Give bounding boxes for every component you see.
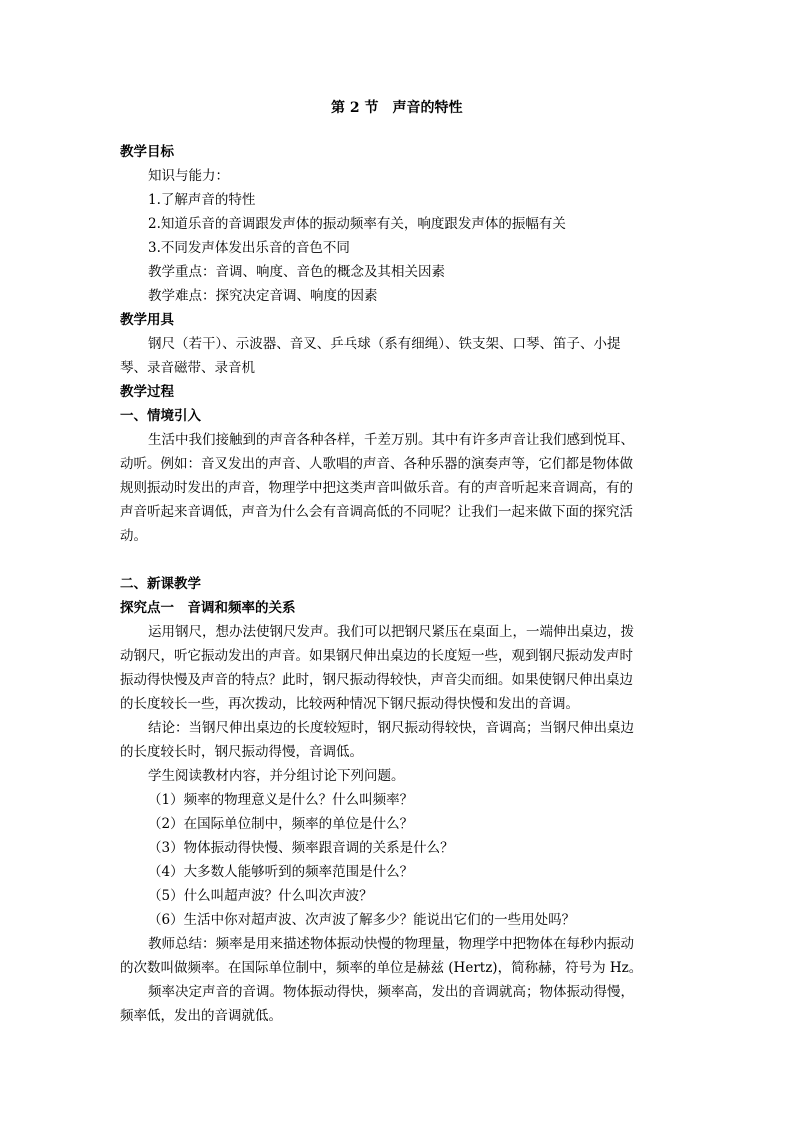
experiment-line: 运用钢尺，想办法使钢尺发声。我们可以把钢尺紧压在桌面上，一端伸出桌边，拨 [148, 624, 634, 640]
experiment-line: 的长度较长一些，再次拨动，比较两种情况下钢尺振动得快慢和发出的音调。 [120, 696, 579, 712]
final-line: 频率决定声音的音调。物体振动得快，频率高，发出的音调就高；物体振动得慢， [148, 984, 634, 1000]
objective-item: 1.了解声音的特性 [148, 192, 256, 208]
key-point: 教学重点：音调、响度、音色的概念及其相关因素 [148, 264, 445, 280]
question-item: （1）频率的物理意义是什么？什么叫频率？ [148, 792, 414, 808]
question-item: （3）物体振动得快慢、频率跟音调的关系是什么？ [148, 840, 454, 856]
intro-line: 生活中我们接触到的声音各种各样，千差万别。其中有许多声音让我们感到悦耳、 [148, 432, 634, 448]
intro-line: 动。 [120, 528, 147, 544]
point1-heading: 探究点一 音调和频率的关系 [120, 600, 296, 616]
new-lesson-heading: 二、新课教学 [120, 576, 201, 592]
summary-line: 教师总结：频率是用来描述物体振动快慢的物理量，物理学中把物体在每秒内振动 [148, 936, 634, 952]
final-line: 频率低，发出的音调就低。 [120, 1008, 282, 1024]
experiment-line: 动钢尺，听它振动发出的声音。如果钢尺伸出桌边的长度短一些，观到钢尺振动发声时 [120, 648, 633, 664]
objective-item: 3.不同发声体发出乐音的音色不同 [148, 240, 350, 256]
conclusion-line: 结论：当钢尺伸出桌边的长度较短时，钢尺振动得较快，音调高；当钢尺伸出桌边 [148, 720, 634, 736]
objectives-subheading: 知识与能力： [148, 168, 229, 184]
experiment-line: 振动得快慢及声音的特点？此时，钢尺振动得较快，声音尖而细。如果使钢尺伸出桌边 [120, 672, 633, 688]
question-item: （5）什么叫超声波？什么叫次声波？ [148, 888, 373, 904]
tools-line: 钢尺（若干）、示波器、音叉、乒乓球（系有细绳）、铁支架、口琴、笛子、小提 [148, 336, 621, 352]
intro-line: 声音听起来音调低，声音为什么会有音调高低的不同呢？让我们一起来做下面的探究活 [120, 504, 633, 520]
tools-heading: 教学用具 [120, 312, 174, 328]
intro-heading: 一、情境引入 [120, 408, 201, 424]
intro-line: 规则振动时发出的声音，物理学中把这类声音叫做乐音。有的声音听起来音调高，有的 [120, 480, 633, 496]
conclusion-line: 的长度较长时，钢尺振动得慢，音调低。 [120, 744, 363, 760]
page-title: 第 2 节 声音的特性 [331, 100, 463, 116]
reading-line: 学生阅读教材内容，并分组讨论下列问题。 [148, 768, 405, 784]
question-item: （2）在国际单位制中，频率的单位是什么？ [148, 816, 414, 832]
difficulty: 教学难点：探究决定音调、响度的因素 [148, 288, 378, 304]
process-heading: 教学过程 [120, 384, 174, 400]
question-item: （4）大多数人能够听到的频率范围是什么？ [148, 864, 414, 880]
objective-item: 2.知道乐音的音调跟发声体的振动频率有关，响度跟发声体的振幅有关 [148, 216, 566, 232]
tools-line: 琴、录音磁带、录音机 [120, 360, 255, 376]
question-item: （6）生活中你对超声波、次声波了解多少？能说出它们的一些用处吗？ [148, 912, 576, 928]
intro-line: 动听。例如：音叉发出的声音、人歌唱的声音、各种乐器的演奏声等，它们都是物体做 [120, 456, 633, 472]
objectives-heading: 教学目标 [120, 144, 174, 160]
summary-line: 的次数叫做频率。在国际单位制中，频率的单位是赫兹 (Hertz)，简称赫，符号为 Hz。 [120, 960, 643, 976]
